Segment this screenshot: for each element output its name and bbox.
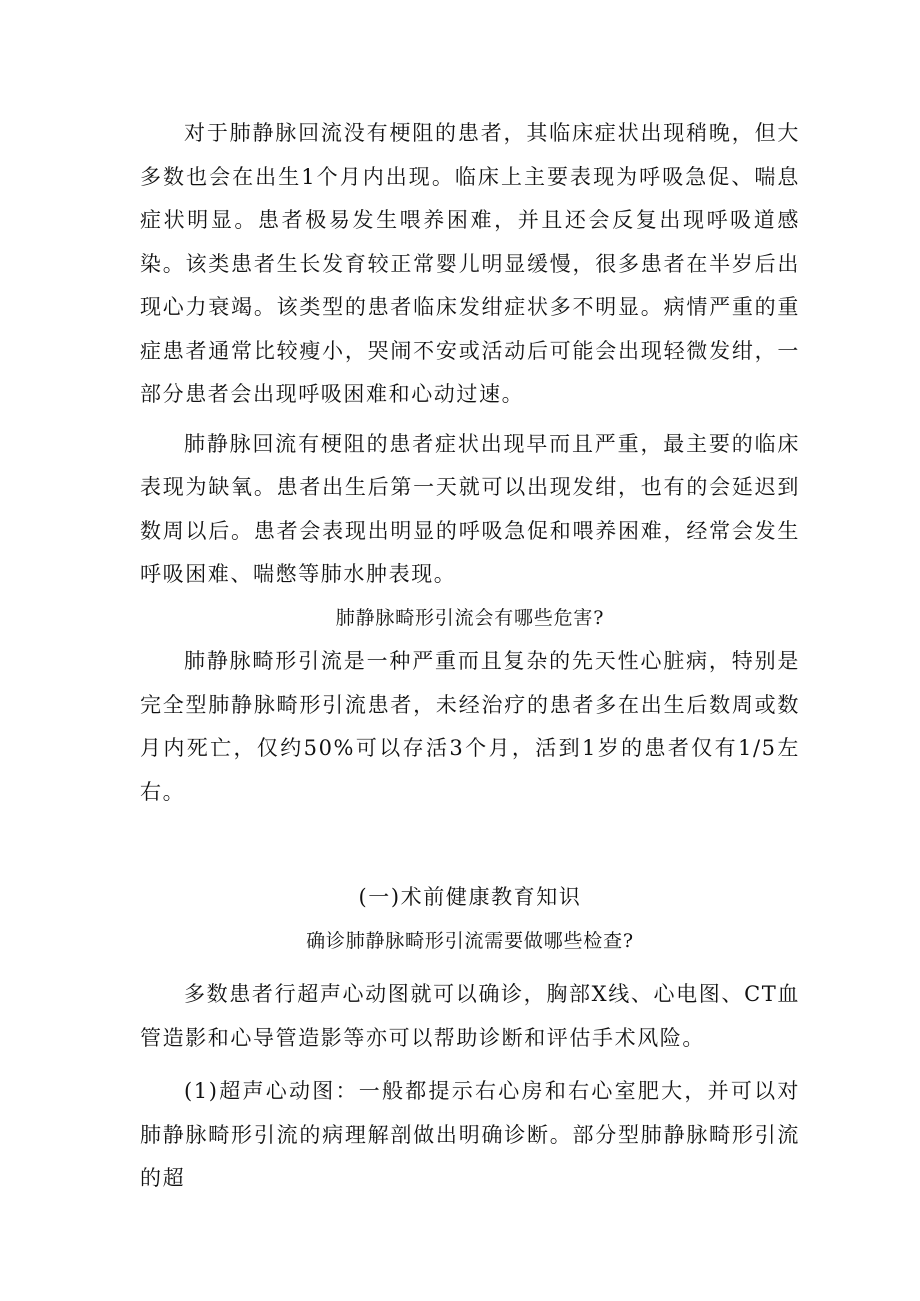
paragraph-symptoms-obstruction: 肺静脉回流有梗阻的患者症状出现早而且严重，最主要的临床表现为缺氧。患者出生后第一天就可以出现发绀，也有的会延迟到数周以后。患者会表现出明显的呼吸急促和喂养困难，经常会发生呼吸困难、喘憋等肺水肿表现。: [140, 431, 800, 586]
paragraph-gap: [140, 1060, 800, 1070]
section-title: (一)术前健康教育知识: [358, 885, 582, 909]
heading-harms: 肺静脉畸形引流会有哪些危害?: [335, 606, 605, 629]
paragraph-gap: [140, 963, 800, 973]
paragraph-echocardiogram: (1)超声心动图：一般都提示右心房和右心室肥大，并可以对肺静脉畸形引流的病理解剖做出明确诊断。部分型肺静脉畸形引流的超: [140, 1079, 800, 1190]
paragraph-harms: 肺静脉畸形引流是一种严重而且复杂的先天性心脏病，特别是完全型肺静脉畸形引流患者，未经治疗的患者多在出生后数周或数月内死亡，仅约50%可以存活3个月，活到1岁的患者仅有1/5左右。: [140, 649, 800, 804]
section-gap: [140, 814, 800, 876]
paragraph-symptoms-no-obstruction: 对于肺静脉回流没有梗阻的患者，其临床症状出现稍晚，但大多数也会在出生1个月内出现。临床上主要表现为呼吸急促、喘息症状明显。患者极易发生喂养困难，并且还会反复出现呼吸道感染。该类患者生长发育较正常婴儿明显缓慢，很多患者在半岁后出现心力衰竭。该类型的患者临床发绀症状多不明显。病情严重的重症患者通常比较瘦小，哭闹不安或活动后可能会出现轻微发绀，一部分患者会出现呼吸困难和心动过速。: [140, 121, 800, 406]
paragraph-examinations: 多数患者行超声心动图就可以确诊，胸部X线、心电图、CT血管造影和心导管造影等亦可以帮助诊断和评估手术风险。: [140, 982, 800, 1050]
heading-examinations: 确诊肺静脉畸形引流需要做哪些检查?: [306, 929, 634, 952]
document-page: [140, 112, 800, 1201]
